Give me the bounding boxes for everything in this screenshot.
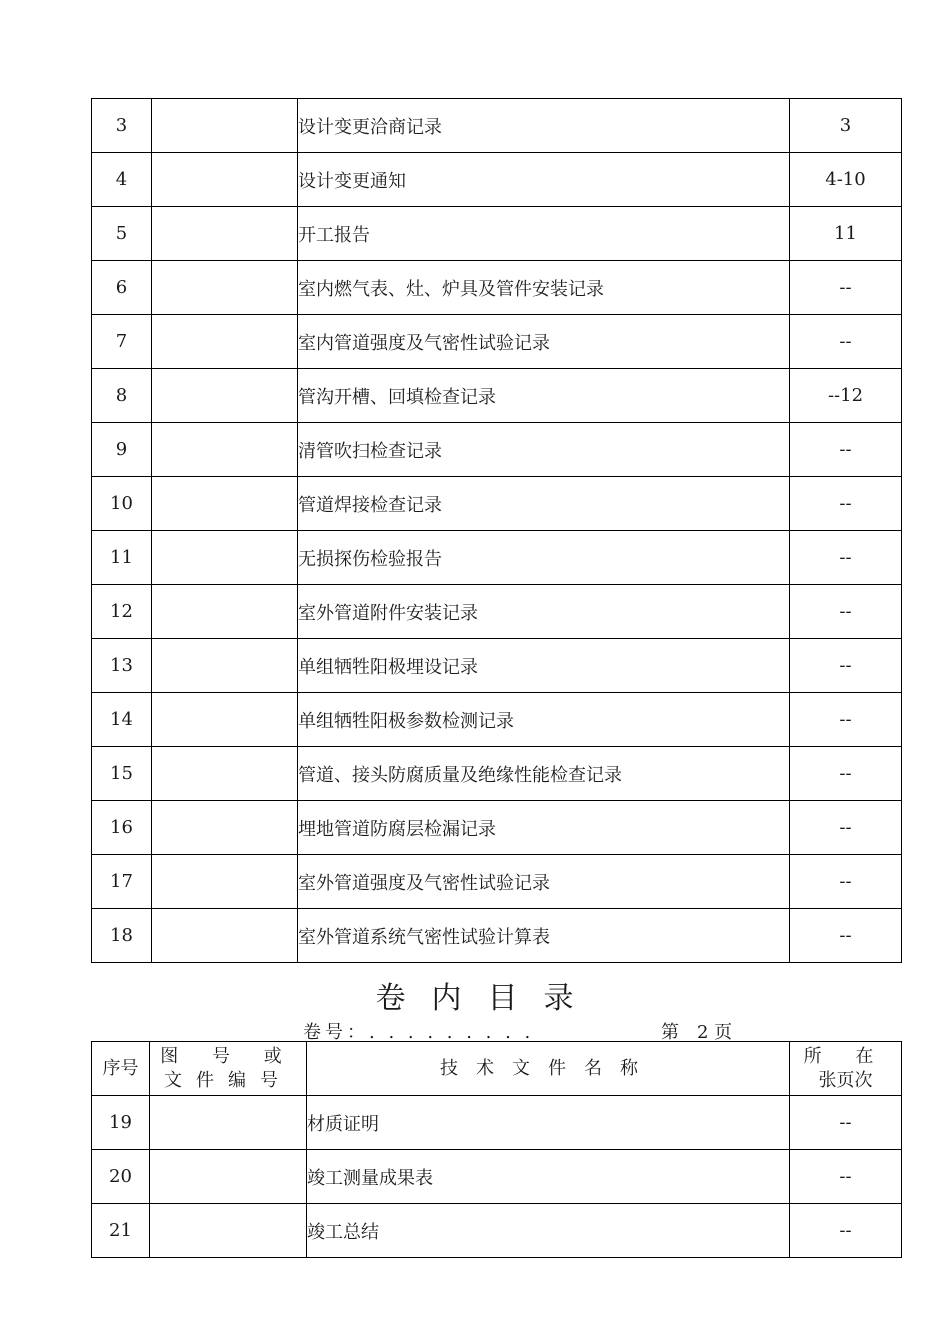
row-file-code — [152, 477, 298, 531]
row-page: -- — [790, 261, 902, 315]
row-number: 17 — [92, 855, 152, 909]
header-page-line1: 所 在 — [803, 1045, 888, 1067]
row-file-name: 室内燃气表、灶、炉具及管件安装记录 — [298, 261, 790, 315]
row-page: -- — [790, 477, 902, 531]
table-row — [92, 639, 902, 693]
table-row — [92, 531, 902, 585]
row-number: 18 — [92, 909, 152, 963]
row-page: -- — [790, 801, 902, 855]
row-number: 10 — [92, 477, 152, 531]
table-row — [92, 909, 902, 963]
catalog-table-body — [92, 1096, 902, 1258]
table-row — [92, 477, 902, 531]
row-number: 4 — [92, 153, 152, 207]
row-file-name: 室外管道系统气密性试验计算表 — [298, 909, 790, 963]
row-page: -- — [790, 1150, 902, 1204]
row-file-code — [150, 1150, 307, 1204]
row-file-code — [152, 207, 298, 261]
row-file-name: 埋地管道防腐层检漏记录 — [298, 801, 790, 855]
header-file-code-line1: 图 号 或 — [160, 1045, 296, 1067]
table-row — [92, 207, 902, 261]
row-file-name: 单组牺牲阳极参数检测记录 — [298, 693, 790, 747]
table-row — [92, 693, 902, 747]
row-number: 3 — [92, 99, 152, 153]
catalog-title: 卷内目录 — [375, 981, 600, 1016]
header-file-code-line2: 文件编号 — [164, 1069, 292, 1091]
row-number: 6 — [92, 261, 152, 315]
table-row — [92, 855, 902, 909]
row-file-name: 单组牺牲阳极埋设记录 — [298, 639, 790, 693]
row-page: -- — [790, 423, 902, 477]
row-page: -- — [790, 855, 902, 909]
row-number: 16 — [92, 801, 152, 855]
row-file-name: 竣工测量成果表 — [307, 1150, 790, 1204]
row-file-code — [152, 909, 298, 963]
row-number: 19 — [92, 1096, 150, 1150]
row-number: 20 — [92, 1150, 150, 1204]
row-file-name: 清管吹扫检查记录 — [298, 423, 790, 477]
header-seq: 序号 — [92, 1042, 150, 1096]
row-page: -- — [790, 1096, 902, 1150]
volume-number-label: 卷号：. . . . . . . . . — [303, 1022, 535, 1043]
row-number: 14 — [92, 693, 152, 747]
table-row — [92, 1096, 902, 1150]
row-number: 8 — [92, 369, 152, 423]
row-file-name: 开工报告 — [298, 207, 790, 261]
table-row — [92, 747, 902, 801]
row-file-code — [152, 693, 298, 747]
table-row — [92, 585, 902, 639]
table-row — [92, 1150, 902, 1204]
table-row — [92, 423, 902, 477]
row-number: 12 — [92, 585, 152, 639]
row-file-code — [152, 423, 298, 477]
table-row — [92, 99, 902, 153]
row-page: 11 — [790, 207, 902, 261]
row-file-code — [152, 99, 298, 153]
row-file-name: 管沟开槽、回填检查记录 — [298, 369, 790, 423]
row-page: 3 — [790, 99, 902, 153]
row-page: --12 — [790, 369, 902, 423]
table-row — [92, 261, 902, 315]
row-page: -- — [790, 909, 902, 963]
row-file-name: 设计变更通知 — [298, 153, 790, 207]
header-file-name: 技术文件名称 — [307, 1042, 790, 1096]
row-file-code — [150, 1096, 307, 1150]
row-file-code — [152, 747, 298, 801]
row-number: 11 — [92, 531, 152, 585]
catalog-table-body — [92, 99, 902, 963]
row-number: 9 — [92, 423, 152, 477]
table-header-row — [92, 1042, 902, 1096]
page-number-label: 第 2 页 — [661, 1022, 733, 1043]
table-row — [92, 153, 902, 207]
table-row — [92, 801, 902, 855]
row-file-code — [152, 801, 298, 855]
row-file-name: 无损探伤检验报告 — [298, 531, 790, 585]
row-file-code — [152, 531, 298, 585]
row-page: -- — [790, 315, 902, 369]
catalog-table — [91, 1041, 902, 1258]
row-file-name: 材质证明 — [307, 1096, 790, 1150]
row-file-code — [152, 315, 298, 369]
row-number: 7 — [92, 315, 152, 369]
row-file-name: 室内管道强度及气密性试验记录 — [298, 315, 790, 369]
row-file-code — [152, 585, 298, 639]
header-page — [790, 1042, 902, 1096]
header-page-line2: 张页次 — [818, 1069, 873, 1091]
row-file-name: 竣工总结 — [307, 1204, 790, 1258]
row-page: 4-10 — [790, 153, 902, 207]
table-row — [92, 1204, 902, 1258]
table-row — [92, 369, 902, 423]
row-page: -- — [790, 585, 902, 639]
row-file-code — [152, 369, 298, 423]
row-page: -- — [790, 639, 902, 693]
row-number: 15 — [92, 747, 152, 801]
row-file-name: 室外管道附件安装记录 — [298, 585, 790, 639]
row-page: -- — [790, 1204, 902, 1258]
catalog-table-continued — [91, 98, 902, 963]
row-file-name: 管道、接头防腐质量及绝缘性能检查记录 — [298, 747, 790, 801]
row-page: -- — [790, 531, 902, 585]
row-file-code — [152, 153, 298, 207]
row-number: 21 — [92, 1204, 150, 1258]
row-file-name: 管道焊接检查记录 — [298, 477, 790, 531]
row-file-code — [152, 261, 298, 315]
row-file-code — [152, 639, 298, 693]
row-number: 5 — [92, 207, 152, 261]
row-number: 13 — [92, 639, 152, 693]
table-row — [92, 315, 902, 369]
row-page: -- — [790, 693, 902, 747]
row-page: -- — [790, 747, 902, 801]
row-file-code — [150, 1204, 307, 1258]
row-file-code — [152, 855, 298, 909]
row-file-name: 设计变更洽商记录 — [298, 99, 790, 153]
header-file-code — [150, 1042, 307, 1096]
row-file-name: 室外管道强度及气密性试验记录 — [298, 855, 790, 909]
